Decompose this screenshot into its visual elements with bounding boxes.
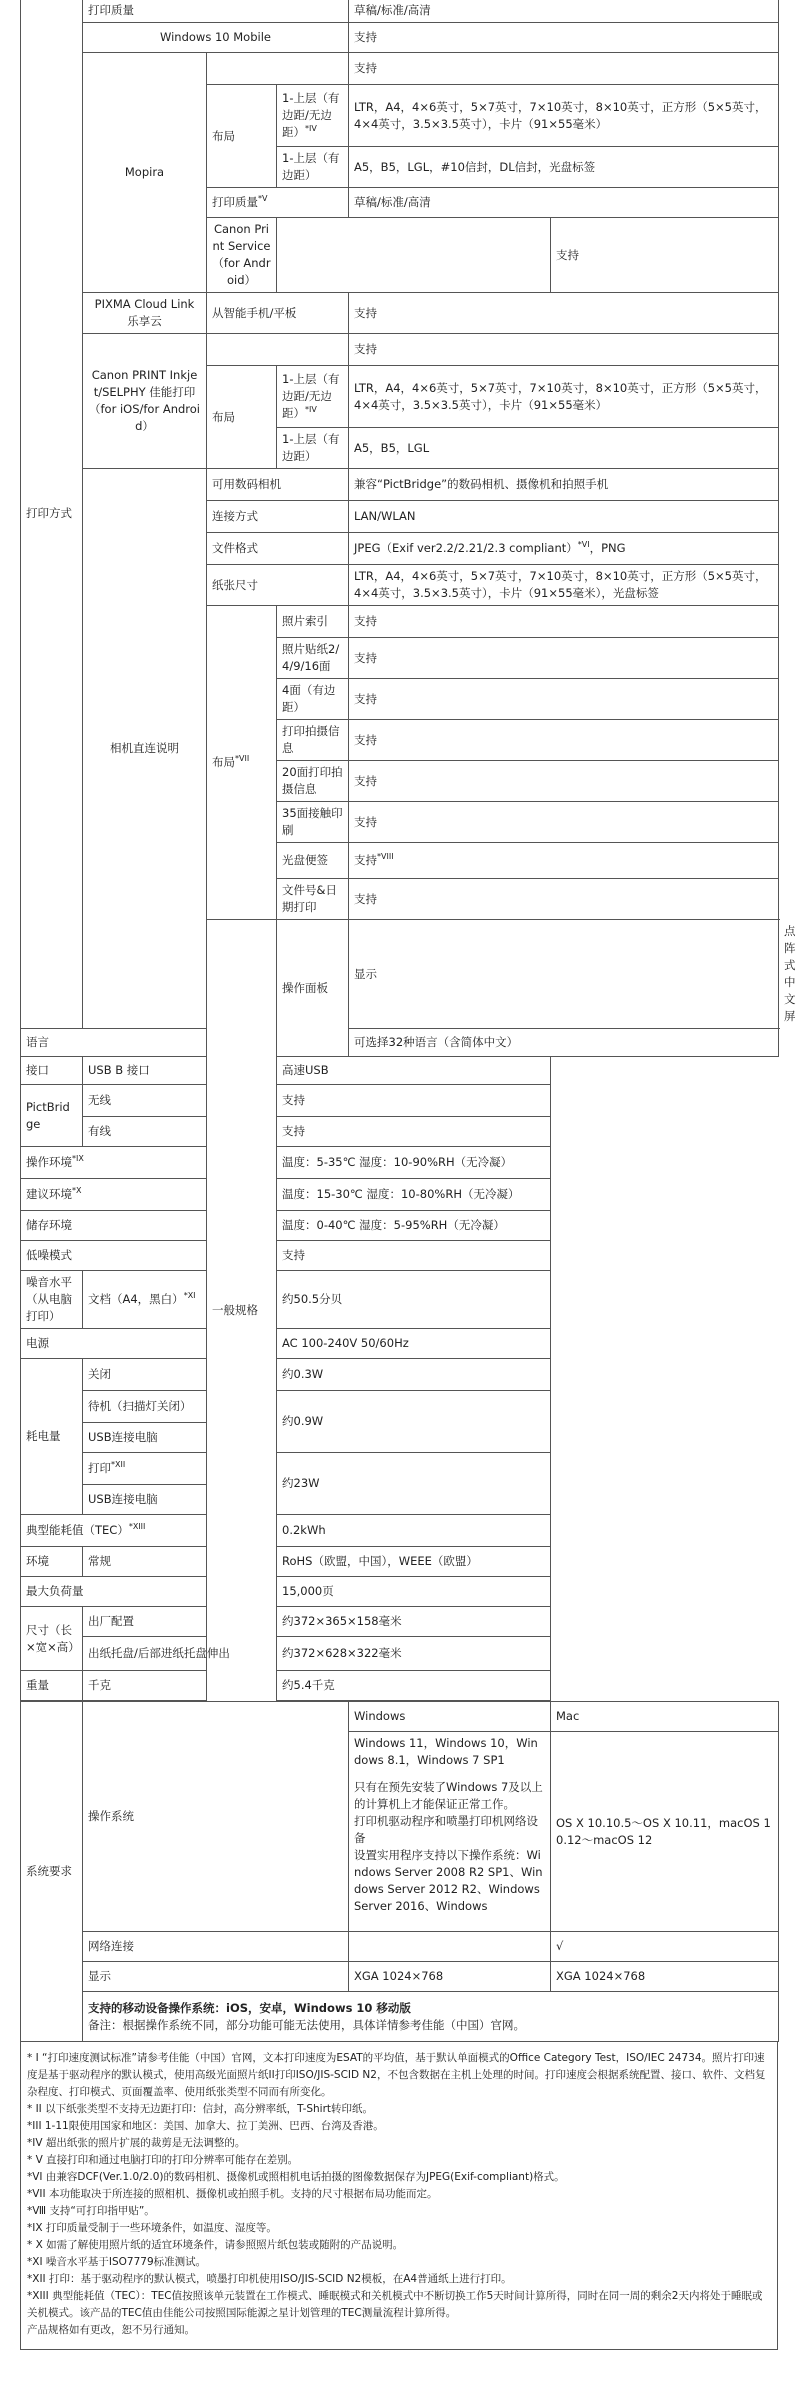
canon-print-support: 支持 [349,334,779,366]
canon-print-service-value: 支持 [551,218,779,293]
canon-print-service-label: Canon Print Service（for Android） [207,218,277,293]
factory-value: 约372×365×158毫米 [277,1607,551,1637]
spec-sheet [20,0,796,2350]
direct-paper-label: 纸张尺寸 [207,565,349,606]
direct-cams-label: 可用数码相机 [207,469,349,501]
environment-label: 环境 [21,1547,83,1577]
network-label: 网络连接 [83,1932,349,1962]
sys-display-mac: XGA 1024×768 [551,1962,779,1992]
layout-item-name: 20面打印拍摄信息 [277,761,349,802]
noise-value: 约50.5分贝 [277,1271,551,1329]
mopria-quality: 打印质量$^{*V}$ [207,188,349,218]
duty-value: 15,000页 [277,1577,551,1607]
layout-item-name: 打印拍摄信息 [277,720,349,761]
os-mac-header: Mac [551,1702,779,1732]
os-windows-header: Windows [349,1702,551,1732]
layout-item-name: 照片索引 [277,606,349,638]
row-value: 草稿/标准/高清 [349,0,779,23]
rec-env-value: 温度：15-30℃ 湿度：10-80%RH（无冷凝） [277,1179,551,1211]
usb-label: USB B 接口 [83,1057,277,1085]
footnote: *IV 超出纸张的照片扩展的裁剪是无法调整的。 [27,2137,246,2149]
layout-item-value: 支持 [349,761,779,802]
standby-label: 待机（扫描灯关闭） [83,1391,277,1423]
layout-item-name: 照片贴纸2/4/9/16面 [277,638,349,679]
footnotes [20,2042,778,2350]
weight-unit: 千克 [83,1671,277,1701]
group-general: 一般规格 [207,920,277,1702]
footnote: * II 以下纸张类型不支持无边距打印：信封，高分辨率纸，T-Shirt转印纸。 [27,2103,374,2115]
mopria-label: Mopira [83,53,207,293]
canon-print-bordered-sizes: A5，B5，LGL [349,428,779,469]
op-env-value: 温度：5-35℃ 湿度：10-90%RH（无冷凝） [277,1147,551,1179]
extended-label: 出纸托盘/后部进纸托盘伸出 [83,1637,277,1671]
win10-mobile-label: Windows 10 Mobile [83,23,349,53]
layout-item-value: 支持 [349,679,779,720]
mobile-os-cell [83,1992,779,2042]
tec-value: 0.2kWh [277,1515,551,1547]
duty-label: 最大负荷量 [21,1577,277,1607]
power-label: 电源 [21,1329,277,1359]
dimensions-label: 尺寸（长×宽×高） [21,1607,83,1671]
footnote: *XIII 典型能耗值（TEC）：TEC值按照该单元装置在工作模式、睡眠模式和关机模式中不断切换工作5天时间计算所得，同时在同一周的剩余2天内将处于睡眠或关机模式。该产品的TEC值由佳能公司按照国际能源之星计划管理的TEC测量流程计算所得。 [27,2290,763,2319]
usb-value: 高速USB [277,1057,551,1085]
layout-item-value: 支持 [349,879,779,920]
mobile-os-note: 备注：根据操作系统不同，部分功能可能无法使用，具体详情参考佳能（中国）官网。 [88,2017,525,2032]
direct-print-label: 相机直连说明 [83,469,207,1029]
network-windows [349,1932,551,1962]
group-print-methods: 打印方式 [21,0,83,1029]
environment-value: RoHS（欧盟，中国），WEEE（欧盟） [277,1547,551,1577]
off-value: 约0.3W [277,1359,551,1391]
direct-conn-label: 连接方式 [207,501,349,533]
direct-paper-value: LTR，A4，4×6英寸，5×7英寸，7×10英寸，8×10英寸，正方形（5×5英寸，4×4英寸，3.5×3.5英寸），卡片（91×55毫米），光盘标签 [349,565,779,606]
environment-std-label: 常规 [83,1547,277,1577]
footnote: *XII 打印：基于驱动程序的默认模式，喷墨打印机使用ISO/JIS-SCID N2模板，在A4普通纸上进行打印。 [27,2273,512,2285]
off-label: 关闭 [83,1359,277,1391]
storage-env-value: 温度：0-40℃ 湿度：5-95%RH（无冷凝） [277,1211,551,1241]
direct-layout-label: 布局$^{*VII}$ [207,606,277,920]
mobile-os-title: 支持的移动设备操作系统：iOS，安卓，Windows 10 移动版 [88,2000,411,2015]
wireless-label: 无线 [83,1085,277,1117]
direct-conn-value: LAN/WLAN [349,501,779,533]
mopria-bordered-sizes: A5，B5，LGL，#10信封，DL信封，光盘标签 [349,147,779,188]
footnote: *XI 噪音水平基于ISO7779标准测试。 [27,2256,207,2268]
standby-value: 约0.9W [277,1391,551,1453]
layout-item-value: 支持 [349,638,779,679]
factory-label: 出厂配置 [83,1607,277,1637]
standby-usb-label: USB连接电脑 [83,1423,277,1453]
quiet-mode-value: 支持 [277,1241,551,1271]
canon-print-layout: 布局 [207,366,277,469]
mopria-quality-value: 草稿/标准/高清 [349,188,779,218]
printing-label: 打印$^{*XII}$ [83,1453,277,1485]
wireless-value: 支持 [277,1085,551,1117]
pixma-cloud-value: 支持 [349,293,779,334]
mopria-borderless-sizes: LTR，A4，4×6英寸，5×7英寸，7×10英寸，8×10英寸，正方形（5×5英寸，4×4英寸，3.5×3.5英寸），卡片（91×55毫米） [349,85,779,147]
printing-value: 约23W [277,1453,551,1515]
os-label: 操作系统 [83,1702,349,1932]
layout-item-name: 文件号&日期打印 [277,879,349,920]
layout-item-name: 光盘便签 [277,843,349,879]
noise-label: 噪音水平（从电脑打印） [21,1271,83,1329]
panel-label: 操作面板 [277,920,349,1057]
footnote: *III 1-11限使用国家和地区：美国、加拿大、拉丁美洲、巴西、台湾及香港。 [27,2120,384,2132]
consumption-label: 耗电量 [21,1359,83,1515]
quiet-mode-label: 低噪模式 [21,1241,277,1271]
tec-label: 典型能耗值（TEC）$^{*XIII}$ [21,1515,277,1547]
layout-item-name: 35面接触印刷 [277,802,349,843]
mopria-support: 支持 [349,53,779,85]
wired-value: 支持 [277,1117,551,1147]
win10-mobile-value: 支持 [349,23,779,53]
canon-print-bordered: 1-上层（有边距） [277,428,349,469]
canon-print-borderless-sizes: LTR，A4，4×6英寸，5×7英寸，7×10英寸，8×10英寸，正方形（5×5英寸，4×4英寸，3.5×3.5英寸），卡片（91×55毫米） [349,366,779,428]
footnote: * X 如需了解使用照片纸的适宜环境条件，请参照照片纸包装或随附的产品说明。 [27,2239,404,2251]
sys-display-windows: XGA 1024×768 [349,1962,551,1992]
pixma-cloud-label: PIXMA Cloud Link 乐享云 [83,293,207,334]
direct-cams-value: 兼容“PictBridge”的数码相机、摄像机和拍照手机 [349,469,779,501]
extended-value: 约372×628×322毫米 [277,1637,551,1671]
layout-item-value: 支持 [349,802,779,843]
weight-value: 约5.4千克 [277,1671,551,1701]
noise-doc-label: 文档（A4，黑白）$^{*XI}$ [83,1271,277,1329]
storage-env-label: 储存环境 [21,1211,277,1241]
display-label: 显示 [349,920,779,1029]
language-value: 可选择32种语言（含简体中文） [349,1029,779,1057]
os-windows-value: Windows 11，Windows 10，Windows 8.1，Windows 7 SP1 只有在预先安装了Windows 7及以上的计算机上才能保证正常工作。 打印机驱动程序和喷墨打印机网络设备 设置实用程序支持以下操作系统：Windows Server 2008 R2 SP1、Windows Server 2012 R2、Windows Server 2016、Windows [349,1732,551,1932]
os-mac-value: OS X 10.10.5～OS X 10.11，macOS 10.12～macOS 12 [551,1732,779,1932]
footnote: * V 直接打印和通过电脑打印的打印分辨率可能存在差别。 [27,2154,299,2166]
op-env-label: 操作环境$^{*IX}$ [21,1147,277,1179]
group-system: 系统要求 [21,1702,83,2042]
footnote: *Ⅷ 支持“可打印指甲贴”。 [27,2205,155,2217]
pixma-cloud-source: 从智能手机/平板 [207,293,349,334]
footnote: *VI 由兼容DCF(Ver.1.0/2.0)的数码相机、摄像机或照相机电话拍摄的图像数据保存为JPEG(Exif-compliant)格式。 [27,2171,565,2183]
footnote: 产品规格如有更改，恕不另行通知。 [27,2324,195,2336]
spec-table: 打印方式 打印质量 草稿/标准/高清 Windows 10 Mobile 支持 Mopira 支持 布局 1-上层（有边距/无边距）$^{*IV}$ LTR，A4，4×6英寸，5×7英寸，7×10英寸，8×10英寸，正方形（5×5英寸，4×4英寸，3.5×3.5英寸），卡片（91×55毫米） 1-上层（有边距） A5，B5，LGL，#10信封，DL信封，光盘标签 打印质量$^{*V}$ 草稿/标准/高清 Canon Print Service（for Android） 支持 PIXMA Cloud Link 乐享云 从智能手机/平板 支持 Canon PRINT Inkjet/SELPHY 佳能打印（for iOS/for Android） 支持 布局 1-上层（有边距/无边距）$^{*IV}$ LTR，A4，4×6英寸，5×7英寸，7×10英寸，8×10英寸，正方形（5×5英寸，4×4英寸，3.5×3.5英寸），卡片（91×55毫米） 1-上层（有边距） A5，B5，LGL 相机直连说明 可用数码相机 兼容“PictBridge”的数码相机、摄像机和拍照手机 连接方式 LAN/WLAN 文件格式 JPEG（Exif ver2.2/2.21/2.3 compliant）$^{*VI}$，PNG 纸张尺寸 LTR，A4，4×6英寸，5×7英寸，7×10英寸，8×10英寸，正方形（5×5英寸，4×4英寸，3.5×3.5英寸），卡片（91×55毫米），光盘标签 布局$^{*VII}$ 照片索引 支持 照片贴纸2/4/9/16面 支持 4面（有边距） 支持 打印拍摄信息 支持 20面打印拍摄信息 支持 35面接触印刷 支持 光盘便签 支持$^{*VIII}$ 文件号&日期打印 支持 一般规格 操作面板 显示 点阵式中文屏 语言 可选择32种语言（含简体中文） 接口 USB B 接口 高速USB PictBridge 无线 支持 有线 支持 操作环境$^{*IX}$ 温度：5-35℃ 湿度：10-90%RH（无冷凝） 建议环境$^{*X}$ 温度：15-30℃ 湿度：10-80%RH（无冷凝） 储存环境 温度：0-40℃ 湿度：5-95%RH（无冷凝） 低噪模式 支持 噪音水平（从电脑打印） 文档（A4，黑白）$^{*XI}$ 约50.5分贝 电源 AC 100-240V 50/60Hz 耗电量 关闭 约0.3W 待机（扫描灯关闭） 约0.9W USB连接电脑 打印$^{*XII}$ 约23W USB连接电脑 典型能耗值（TEC）$^{*XIII}$ 0.2kWh 环境 常规 RoHS（欧盟，中国），WEEE（欧盟） 最大负荷量 15,000页 尺寸（长×宽×高） 出厂配置 约372×365×158毫米 出纸托盘/后部进纸托盘伸出 约372×628×322毫米 重量 千克 约5.4千克 系统要求 操作系统 Windows Mac Windows 11，Windows 10，Windows 8.1，Windows 7 SP1 只有在预先安装了Windows 7及以上的计算机上才能保证正常工作。 打印机驱动程序和喷墨打印机网络设备 设置实用程序支持以下操作系统：Windows Server 2008 R2 SP1、Windows Server 2012 R2、Windows Server 2016、Windows OS X 10.10.5～OS X 10.11，macOS 10.12～macOS 12 网络连接 √ 显示 XGA 1024×768 XGA 1024×768 支持的移动设备操作系统：iOS，安卓，Windows 10 移动版 备注：根据操作系统不同，部分功能可能无法使用，具体详情参考佳能（中国）官网。 [20,0,779,2042]
pictbridge-label: PictBridge [21,1085,83,1147]
direct-format-value: JPEG（Exif ver2.2/2.21/2.3 compliant）$^{*VI}$，PNG [349,533,779,565]
mopria-borderless: 1-上层（有边距/无边距）$^{*IV}$ [277,85,349,147]
canon-print-borderless: 1-上层（有边距/无边距）$^{*IV}$ [277,366,349,428]
footnote: *IX 打印质量受制于一些环境条件，如温度、湿度等。 [27,2222,277,2234]
row-label: 打印质量 [83,0,349,23]
network-value: √ [551,1932,779,1962]
interface-label: 接口 [21,1057,83,1085]
footnote: *VII 本功能取决于所连接的照相机、摄像机或拍照手机。支持的尺寸根据布局功能而定。 [27,2188,438,2200]
weight-label: 重量 [21,1671,83,1701]
wired-label: 有线 [83,1117,277,1147]
layout-item-value: 支持 [349,606,779,638]
rec-env-label: 建议环境$^{*X}$ [21,1179,277,1211]
layout-item-name: 4面（有边距） [277,679,349,720]
mopria-bordered: 1-上层（有边距） [277,147,349,188]
direct-format-label: 文件格式 [207,533,349,565]
printing-usb-label: USB连接电脑 [83,1485,277,1515]
layout-item-value: 支持 [349,720,779,761]
language-label: 语言 [21,1029,207,1057]
sys-display-label: 显示 [83,1962,349,1992]
power-value: AC 100-240V 50/60Hz [277,1329,551,1359]
canon-print-label: Canon PRINT Inkjet/SELPHY 佳能打印（for iOS/for Android） [83,334,207,469]
mopria-layout: 布局 [207,85,277,188]
footnote: * I “打印速度测试标准”请参考佳能（中国）官网，文本打印速度为ESAT的平均值，基于默认单面模式的Office Category Test，ISO/IEC 24734。照片打印速度是基于驱动程序的默认模式，使用高级光面照片纸II打印ISO/JIS-SCID N2，不包含数据在主机上处理的时间。打印速度会根据系统配置、接口、软件、文档复杂程度、打印模式、页面覆盖率、使用纸张类型不同而有所变化。 [27,2052,766,2098]
layout-item-value: 支持$^{*VIII}$ [349,843,779,879]
